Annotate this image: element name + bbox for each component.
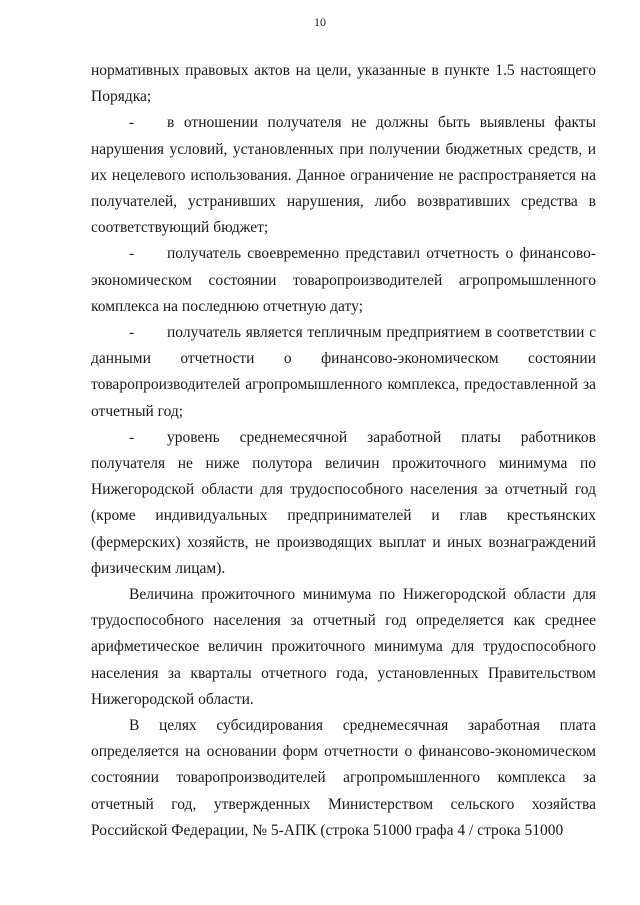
list-marker: - <box>129 114 135 132</box>
list-item <box>91 320 596 425</box>
paragraph-text: нормативных правовых актов на цели, указанные в пункте 1.5 настоящего Порядка; <box>91 62 596 106</box>
list-marker: - <box>129 245 135 263</box>
page-number: 10 <box>314 15 326 29</box>
list-marker: - <box>129 324 135 342</box>
paragraph-text: Величина прожиточного минимума по Нижегородской области для трудоспособного населения за отчетный год определяется как среднее арифметическое величин прожиточного минимума для трудоспособного населения за кварталы отчетного года, установленных Правительством Нижегородской области. <box>91 586 596 708</box>
list-marker: - <box>129 428 135 446</box>
document-body <box>91 58 596 844</box>
list-item-text: уровень среднемесячной заработной платы работников получателя не ниже полутора величин прожиточного минимума по Нижегородской области для трудоспособного населения за отчетный год (кроме индивидуальных предпринимателей и глав крестьянских (фермерских) хозяйств, не производящих выплат и иных вознаграждений физическим лицам). <box>91 428 596 577</box>
paragraph <box>91 713 596 844</box>
list-item <box>91 241 596 320</box>
list-item <box>91 425 596 582</box>
list-item-text: в отношении получателя не должны быть выявлены факты нарушения условий, установленных при получении бюджетных средств, и их нецелевого использования. Данное ограничение не распространяется на получателей, устранивших нарушения, либо возвративших средства в соответствующий бюджет; <box>91 114 596 237</box>
list-item <box>91 110 596 241</box>
list-item-text: получатель является тепличным предприятием в соответствии с данными отчетности о финансово-экономическом состоянии товаропроизводителей агропромышленного комплекса, предоставленной за отчетный год; <box>91 324 596 420</box>
paragraph-text: В целях субсидирования среднемесячная заработная плата определяется на основании форм отчетности о финансово-экономическом состоянии товаропроизводителей агропромышленного комплекса за отчетный год, утвержденных Министерством сельского хозяйства Российской Федерации, № 5-АПК (строка 51000 графа 4 / строка 51000 <box>91 717 596 839</box>
paragraph-continuation <box>91 58 596 110</box>
paragraph <box>91 582 596 713</box>
list-item-text: получатель своевременно представил отчетность о финансово-экономическом состоянии товаропроизводителей агропромышленного комплекса на последнюю отчетную дату; <box>91 245 596 315</box>
